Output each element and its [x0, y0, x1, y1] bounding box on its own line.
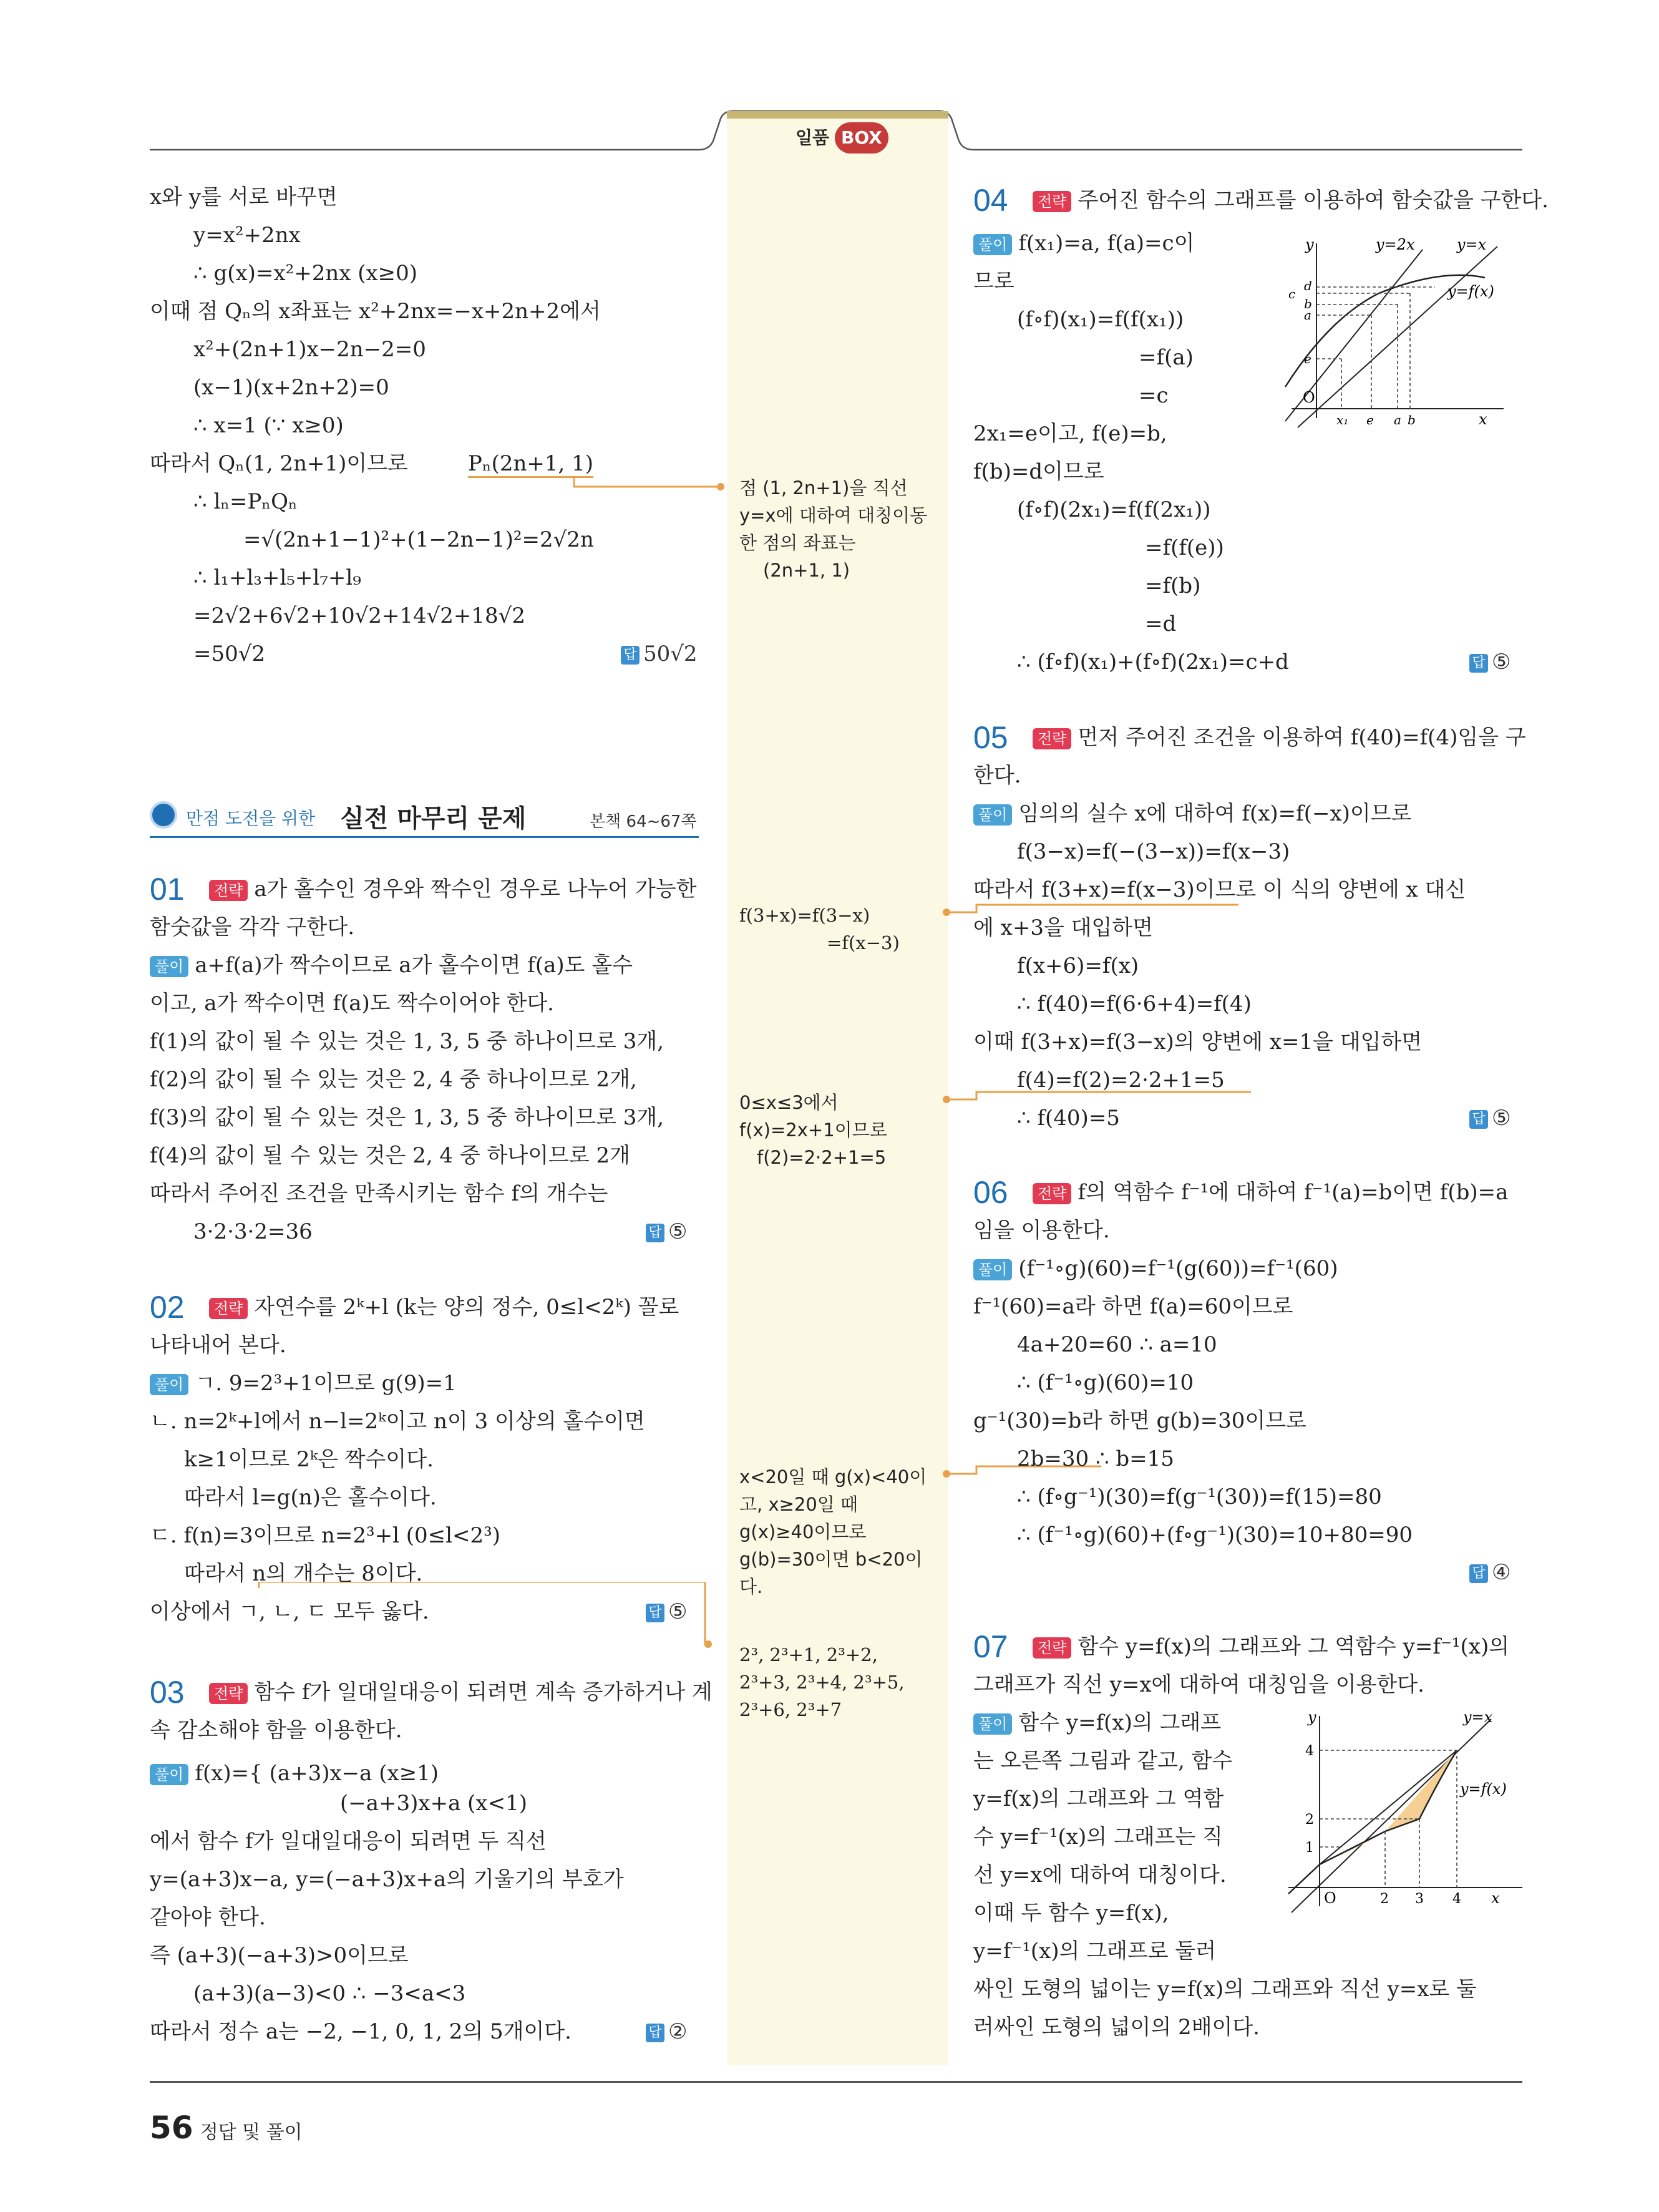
q04-graph-y2x-label: y=2x	[1376, 236, 1415, 253]
q01-sol-tag: 풀이	[150, 956, 188, 977]
q01-tag: 전략	[209, 880, 248, 901]
q06-strategy-2: 임을 이용한다.	[973, 1218, 1110, 1243]
q04-tag: 전략	[1033, 191, 1071, 212]
note-3	[739, 1089, 887, 1171]
q06-line-4: g⁻¹(30)=b라 하면 g(b)=30이므로	[973, 1408, 1306, 1433]
q03-tag: 전략	[209, 1683, 248, 1704]
q06-line-5: 2b=30 ∴ b=15	[1017, 1446, 1174, 1471]
answer-icon: 답	[646, 1224, 664, 1242]
q06-line-3: ∴ (f⁻¹∘g)(60)=10	[1017, 1370, 1194, 1395]
note-1-line-1: y=x에 대하여 대칭이동	[739, 505, 928, 526]
header-badge	[795, 122, 888, 153]
q04-line-6: f(b)=d이므로	[973, 459, 1104, 484]
q04-line-0-text: f(x₁)=a, f(a)=c이	[1018, 231, 1195, 256]
q03-line-6: (a+3)(a−3)<0 ∴ −3<a<3	[193, 1981, 466, 2006]
q05-line-2: 따라서 f(3+x)=f(x−3)이므로 이 식의 양변에 x 대신	[973, 877, 1466, 902]
q02-strategy	[209, 1295, 679, 1320]
q03-strategy-2: 속 감소해야 함을 이용한다.	[150, 1718, 402, 1743]
note-4	[739, 1463, 927, 1601]
q03-number: 03	[150, 1675, 185, 1710]
q05-strategy-2: 한다.	[973, 763, 1021, 788]
q07-graph	[1285, 1707, 1535, 1916]
q06-line-7: ∴ (f⁻¹∘g)(60)+(f∘g⁻¹)(30)=10+80=90	[1017, 1523, 1413, 1547]
q04-graph-yfx-label: y=f(x)	[1447, 283, 1494, 300]
note-5	[739, 1641, 905, 1723]
q01-strategy-2: 함숫값을 각각 구한다.	[150, 915, 355, 940]
q05-strategy-text: 먼저 주어진 조건을 이용하여 f(40)=f(4)임을 구	[1078, 725, 1526, 750]
footer	[150, 2109, 303, 2154]
q01-number: 01	[150, 872, 185, 907]
q03-line-0	[150, 1761, 439, 1786]
q03-line-2: 에서 함수 f가 일대일대응이 되려면 두 직선	[150, 1829, 547, 1854]
q04-line-10: =d	[1145, 611, 1177, 636]
left-line-6: ∴ x=1 (∵ x≥0)	[193, 413, 344, 438]
note-4-line-3: g(b)=30이면 b<20이	[739, 1549, 923, 1570]
q07-tag: 전략	[1033, 1637, 1071, 1659]
q04-line-3: =f(a)	[1139, 345, 1194, 370]
q02-line-4: ㄷ. f(n)=3이므로 n=2³+l (0≤l<2³)	[150, 1523, 501, 1548]
q01-strategy	[209, 877, 697, 902]
q03-answer	[646, 2019, 687, 2044]
q01-line-7: 3·2·3·2=36	[193, 1219, 313, 1244]
q03-strategy-text: 함수 f가 일대일대응이 되려면 계속 증가하거나 계	[254, 1680, 713, 1705]
note-2-line-1: =f(x−3)	[827, 932, 900, 953]
q04-graph	[1279, 231, 1529, 431]
q01-answer-value: ⑤	[668, 1219, 688, 1244]
q06-strategy	[1033, 1180, 1508, 1205]
q07-line-5: 이때 두 함수 y=f(x),	[973, 1901, 1169, 1926]
q05-number: 05	[973, 720, 1008, 755]
q07-line-7: 싸인 도형의 넓이는 y=f(x)의 그래프와 직선 y=x로 둘	[973, 1977, 1477, 2002]
left-line-5: (x−1)(x+2n+2)=0	[193, 375, 389, 400]
note-4-line-2: g(x)≥40이므로	[739, 1521, 867, 1542]
q03-line-1: (−a+3)x+a (x<1)	[340, 1791, 527, 1816]
q06-line-2: 4a+20=60 ∴ a=10	[1017, 1332, 1217, 1357]
q04-line-7: (f∘f)(2x₁)=f(f(2x₁))	[1017, 497, 1211, 522]
q04-graph-a-label: a	[1304, 308, 1311, 323]
q04-line-8: =f(f(e))	[1145, 535, 1224, 560]
middle-column-band	[727, 111, 948, 2065]
q02-line-2: k≥1이므로 2ᵏ은 짝수이다.	[184, 1447, 434, 1472]
q07-line-1: 는 오른쪽 그림과 같고, 함수	[973, 1748, 1233, 1773]
q06-line-0-text: (f⁻¹∘g)(60)=f⁻¹(g(60))=f⁻¹(60)	[1018, 1256, 1338, 1281]
q06-strategy-text: f의 역함수 f⁻¹에 대하여 f⁻¹(a)=b이면 f(b)=a	[1078, 1180, 1509, 1205]
note-1-line-0: 점 (1, 2n+1)을 직선	[739, 477, 908, 499]
answer-icon: 답	[1469, 654, 1488, 673]
answer-icon: 답	[646, 1604, 664, 1622]
footer-rule	[150, 2081, 1522, 2083]
q04-sol-tag: 풀이	[973, 234, 1012, 255]
q04-graph-xb-label: b	[1408, 412, 1416, 427]
q04-strategy-text: 주어진 함수의 그래프를 이용하여 함숫값을 구한다.	[1078, 188, 1549, 213]
answer-icon: 답	[621, 646, 640, 665]
left-line-2: ∴ g(x)=x²+2nx (x≥0)	[193, 261, 418, 286]
q03-line-7: 따라서 정수 a는 −2, −1, 0, 1, 2의 5개이다.	[150, 2019, 572, 2044]
q02-sol-tag: 풀이	[150, 1374, 188, 1395]
q02-strategy-2: 나타내어 본다.	[150, 1333, 286, 1358]
q01-line-0-text: a+f(a)가 짝수이므로 a가 홀수이면 f(a)도 홀수	[195, 953, 633, 978]
q07-number: 07	[973, 1629, 1008, 1664]
q04-graph-yx-label: y=x	[1457, 236, 1487, 253]
q01-strategy-text: a가 홀수인 경우와 짝수인 경우로 나누어 가능한	[254, 877, 697, 902]
q04-graph-c-label: c	[1288, 286, 1296, 301]
section-title-small: 만점 도전을 위한	[186, 808, 316, 829]
q07-graph-tick-1: 1	[1305, 1840, 1314, 1856]
q05-line-4: f(x+6)=f(x)	[1017, 953, 1139, 978]
q04-line-0	[973, 231, 1194, 256]
q04-graph-xe-label: e	[1366, 412, 1374, 427]
q01-line-6: 따라서 주어진 조건을 만족시키는 함수 f의 개수는	[150, 1181, 608, 1206]
left-line-1: y=x²+2nx	[193, 223, 301, 248]
q05-tag: 전략	[1033, 728, 1071, 749]
q05-sol-tag: 풀이	[973, 804, 1012, 826]
q03-answer-value: ②	[668, 2019, 688, 2044]
note-3-line-0: 0≤x≤3에서	[739, 1092, 839, 1113]
note-2	[739, 902, 900, 957]
q07-line-8: 러싸인 도형의 넓이의 2배이다.	[973, 2015, 1260, 2040]
q07-graph-x-label: x	[1491, 1889, 1500, 1907]
q07-graph-x2-label: 2	[1380, 1891, 1389, 1907]
q06-line-1: f⁻¹(60)=a라 하면 f(a)=60이므로	[973, 1294, 1293, 1319]
q05-line-6: 이때 f(3+x)=f(3−x)의 양변에 x=1을 대입하면	[973, 1030, 1423, 1055]
q01-line-4: f(3)의 값이 될 수 있는 것은 1, 3, 5 중 하나이므로 3개,	[150, 1105, 664, 1130]
note-4-line-4: 다.	[739, 1576, 763, 1597]
q03-line-5: 즉 (a+3)(−a+3)>0이므로	[150, 1943, 409, 1968]
section-heading	[150, 799, 699, 838]
note-1-line-2: 한 점의 좌표는	[739, 532, 856, 553]
q07-line-0-text: 함수 y=f(x)의 그래프	[1018, 1710, 1222, 1735]
q05-line-5: ∴ f(40)=f(6·6+4)=f(4)	[1017, 992, 1252, 1016]
q01-answer	[646, 1219, 687, 1244]
q05-answer-value: ⑤	[1492, 1106, 1511, 1131]
q06-answer-value: ④	[1492, 1560, 1511, 1585]
q04-line-11: ∴ (f∘f)(x₁)+(f∘f)(2x₁)=c+d	[1017, 650, 1289, 675]
connector-5	[250, 1582, 749, 1657]
answer-icon: 답	[646, 2024, 664, 2042]
q03-strategy	[209, 1680, 713, 1705]
q04-graph-d-label: d	[1304, 278, 1312, 293]
q01-line-2: f(1)의 값이 될 수 있는 것은 1, 3, 5 중 하나이므로 3개,	[150, 1029, 664, 1054]
q07-line-3: 수 y=f⁻¹(x)의 그래프는 직	[973, 1825, 1223, 1849]
left-line-12: =50√2	[193, 641, 266, 666]
q05-line-7: f(4)=f(2)=2·2+1=5	[1017, 1068, 1225, 1093]
q07-graph-tick-4: 4	[1305, 1743, 1314, 1759]
answer-top-value: 50√2	[643, 641, 698, 666]
q04-answer-value: ⑤	[1492, 650, 1511, 675]
q07-line-0	[973, 1710, 1221, 1735]
left-line-0: x와 y를 서로 바꾸면	[150, 185, 338, 210]
q01-line-0	[150, 953, 633, 978]
q04-graph-xa-label: a	[1394, 412, 1401, 427]
q04-number: 04	[973, 183, 1008, 218]
q05-line-0	[973, 801, 1411, 826]
q07-graph-x4-label: 4	[1452, 1891, 1461, 1907]
section-ref: 본책 64~67쪽	[590, 812, 697, 831]
q01-line-5: f(4)의 값이 될 수 있는 것은 2, 4 중 하나이므로 2개	[150, 1143, 631, 1168]
q07-sol-tag: 풀이	[973, 1713, 1012, 1735]
q02-line-0-text: ㄱ. 9=2³+1이므로 g(9)=1	[195, 1371, 457, 1396]
q05-answer	[1469, 1106, 1511, 1131]
q07-line-6: y=f⁻¹(x)의 그래프로 둘러	[973, 1939, 1217, 1964]
q04-line-5: 2x₁=e이고, f(e)=b,	[973, 421, 1167, 446]
q04-line-2: (f∘f)(x₁)=f(f(x₁))	[1017, 307, 1184, 332]
q02-line-6: 이상에서 ㄱ, ㄴ, ㄷ 모두 옳다.	[150, 1599, 429, 1624]
header-box-badge: BOX	[835, 122, 888, 153]
q05-strategy	[1033, 725, 1526, 750]
q07-graph-yx-label: y=x	[1463, 1708, 1493, 1726]
q07-graph-tick-2: 2	[1305, 1812, 1314, 1828]
note-5-line-0: 2³, 2³+1, 2³+2,	[739, 1644, 878, 1665]
q02-line-3: 따라서 l=g(n)은 홀수이다.	[184, 1485, 437, 1510]
q04-graph-y-label: y	[1305, 236, 1314, 253]
q07-strategy	[1033, 1634, 1509, 1659]
q06-line-6: ∴ (f∘g⁻¹)(30)=f(g⁻¹(30))=f(15)=80	[1017, 1484, 1382, 1509]
q07-graph-y-label: y	[1308, 1708, 1316, 1726]
q06-answer	[1469, 1560, 1511, 1585]
q02-strategy-text: 자연수를 2ᵏ+l (k는 양의 정수, 0≤l<2ᵏ) 꼴로	[254, 1295, 679, 1320]
q01-line-1: 이고, a가 짝수이면 f(a)도 짝수이어야 한다.	[150, 991, 554, 1016]
answer-icon: 답	[1469, 1564, 1488, 1583]
left-line-10: ∴ l₁+l₃+l₅+l₇+l₉	[193, 565, 361, 590]
q02-line-1: ㄴ. n=2ᵏ+l에서 n−l=2ᵏ이고 n이 3 이상의 홀수이면	[150, 1409, 645, 1434]
note-5-line-2: 2³+6, 2³+7	[739, 1699, 842, 1720]
q07-line-4: 선 y=x에 대하여 대칭이다.	[973, 1863, 1227, 1888]
q04-graph-b-label: b	[1304, 296, 1312, 311]
left-line-9: =√(2n+1−1)²+(1−2n−1)²=2√2n	[243, 527, 594, 552]
q06-tag: 전략	[1033, 1183, 1071, 1204]
q07-graph-origin-label: O	[1324, 1889, 1336, 1907]
q04-graph-origin-label: O	[1303, 389, 1315, 406]
q07-graph-x3-label: 3	[1415, 1891, 1424, 1907]
q04-line-1: 므로	[973, 269, 1014, 294]
q03-line-4: 같아야 한다.	[150, 1905, 266, 1930]
note-1-line-3: (2n+1, 1)	[763, 560, 850, 581]
q03-line-0-text: f(x)={ (a+3)x−a (x≥1)	[195, 1761, 439, 1786]
q04-strategy	[1033, 188, 1549, 213]
q07-strategy-2: 그래프가 직선 y=x에 대하여 대칭임을 이용한다.	[973, 1672, 1424, 1697]
section-target-icon	[150, 801, 177, 829]
q04-line-9: =f(b)	[1145, 573, 1201, 598]
left-line-7: 따라서 Qₙ(1, 2n+1)이므로	[150, 451, 408, 476]
q07-line-2: y=f(x)의 그래프와 그 역함	[973, 1786, 1224, 1811]
q05-line-1: f(3−x)=f(−(3−x))=f(x−3)	[1017, 839, 1290, 864]
answer-top	[621, 641, 698, 666]
header-label-a: 일품	[795, 127, 830, 148]
q04-graph-x1-label: x₁	[1336, 412, 1349, 427]
left-line-8: ∴ lₙ=PₙQₙ	[193, 489, 298, 514]
q04-answer	[1469, 650, 1511, 675]
p-point: Pₙ(2n+1, 1)	[468, 451, 593, 478]
q06-line-0	[973, 1256, 1338, 1281]
q05-line-3: 에 x+3을 대입하면	[973, 915, 1153, 940]
page-number: 56	[150, 2110, 193, 2146]
q06-number: 06	[973, 1175, 1008, 1210]
q02-line-0	[150, 1371, 457, 1396]
note-3-line-1: f(x)=2x+1이므로	[739, 1119, 887, 1141]
q04-graph-x-label: x	[1479, 411, 1487, 428]
q04-graph-e-label: e	[1304, 351, 1311, 366]
footer-label: 정답 및 풀이	[200, 2122, 303, 2143]
left-line-4: x²+(2n+1)x−2n−2=0	[193, 337, 426, 362]
note-5-line-1: 2³+3, 2³+4, 2³+5,	[739, 1672, 905, 1693]
q05-line-0-text: 임의의 실수 x에 대하여 f(x)=f(−x)이므로	[1018, 801, 1412, 826]
q02-answer-value: ⑤	[668, 1599, 688, 1624]
q06-sol-tag: 풀이	[973, 1259, 1012, 1280]
q01-line-3: f(2)의 값이 될 수 있는 것은 2, 4 중 하나이므로 2개,	[150, 1067, 637, 1092]
q03-sol-tag: 풀이	[150, 1764, 188, 1785]
note-3-line-2: f(2)=2·2+1=5	[757, 1147, 887, 1168]
note-4-line-1: 고, x≥20일 때	[739, 1494, 859, 1515]
left-line-3: 이때 점 Qₙ의 x좌표는 x²+2nx=−x+2n+2에서	[150, 299, 601, 324]
q07-graph-yfx-label: y=f(x)	[1460, 1780, 1507, 1798]
note-4-line-0: x<20일 때 g(x)<40이	[739, 1466, 927, 1488]
q04-line-4: =c	[1139, 383, 1169, 408]
q02-tag: 전략	[209, 1298, 248, 1319]
note-2-line-0: f(3+x)=f(3−x)	[739, 905, 870, 926]
note-1	[739, 474, 927, 584]
q07-strategy-text: 함수 y=f(x)의 그래프와 그 역함수 y=f⁻¹(x)의	[1078, 1634, 1510, 1659]
left-line-11: =2√2+6√2+10√2+14√2+18√2	[193, 603, 525, 628]
q05-line-8: ∴ f(40)=5	[1017, 1106, 1120, 1131]
section-title-big: 실전 마무리 문제	[340, 804, 527, 833]
q02-number: 02	[150, 1290, 185, 1325]
answer-icon: 답	[1469, 1110, 1488, 1129]
q03-line-3: y=(a+3)x−a, y=(−a+3)x+a의 기울기의 부호가	[150, 1867, 624, 1892]
q02-line-5: 따라서 n의 개수는 8이다.	[184, 1561, 423, 1586]
